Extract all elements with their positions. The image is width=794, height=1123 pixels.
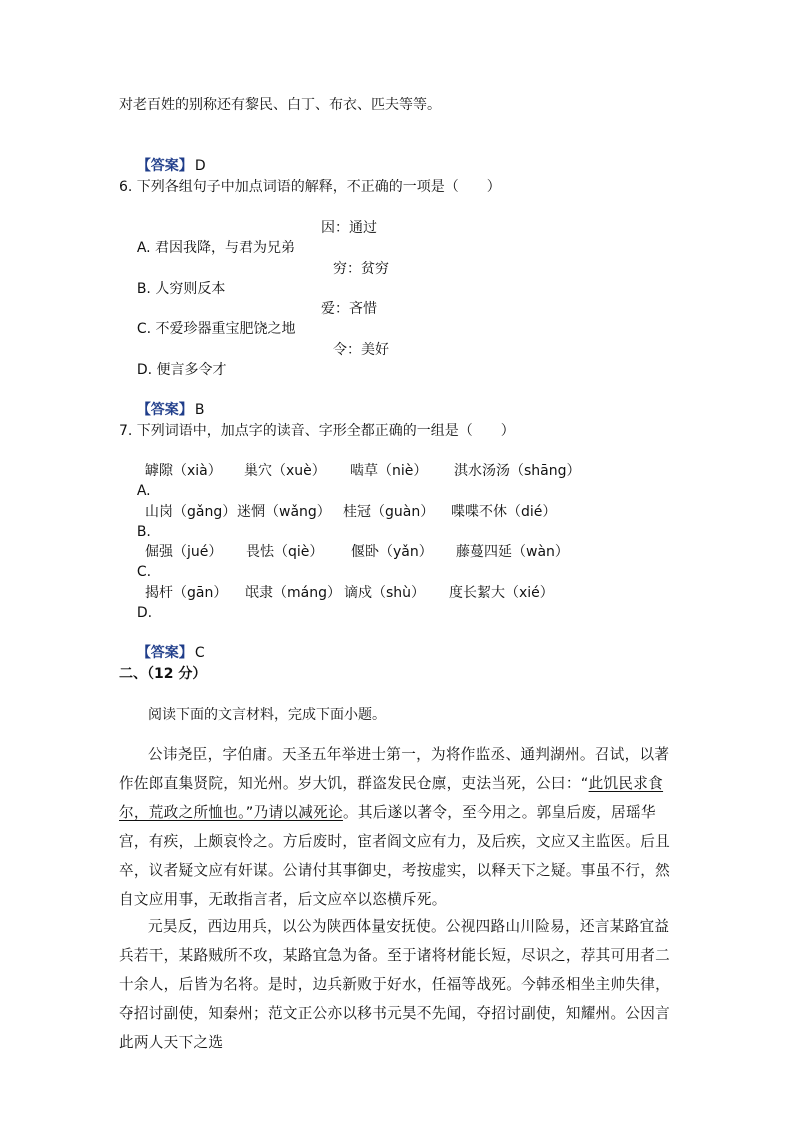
answer-label: 【答案】 — [136, 402, 193, 418]
option-explanation: 穷：贫穷 — [333, 261, 389, 277]
option-sentence: B. 人穷则反本 — [136, 281, 226, 297]
option-item: 巢穴（xuè） — [244, 463, 326, 479]
passage-paragraph: 元昊反，西边用兵，以公为陕西体量安抚使。公视四路山川险易，还言某路宜益兵若干，某路贼所不攻，某路宜急为备。至于诸将材能长短，尽识之，荐其可用者二十余人，后皆为名将。是时，边兵新败于好水，任福等战死。今韩丞相坐主帅失律，夺招讨副使，知秦州；范文正公亦以移书元昊不先闻，夺招讨副使，知耀州。公因言此两人天下之选 — [119, 918, 671, 1051]
option-label: A. — [136, 483, 151, 499]
option-item: 淇水汤汤（shāng） — [454, 463, 581, 479]
option-explanation: 令：美好 — [333, 342, 389, 358]
option-item: 揭杆（gān） — [145, 585, 228, 601]
answer-value: C — [194, 645, 205, 661]
option-label: B. — [136, 524, 151, 540]
option-item: 倔强（jué） — [145, 544, 223, 560]
section-instruction: 阅读下面的文言材料，完成下面小题。 — [148, 707, 386, 723]
underlined-sentence: 此饥民求食尔，荒政之所恤也。”乃请以减死论 — [119, 775, 664, 821]
option-explanation: 因：通过 — [321, 220, 377, 236]
option-item: 畏怯（qiè） — [246, 544, 324, 560]
passage-paragraph — [119, 740, 679, 914]
option-sentence: A. 君因我降，与君为兄弟 — [136, 240, 296, 256]
passage-text: 公讳尧臣，字伯庸。天圣五年举进士第一，为将作监丞、通判湖州。召试，以著作佐郎直集贤院，知光州。岁大饥，群盗发民仓廪，吏法当死，公曰：“ — [119, 746, 670, 792]
option-item: 桂冠（guàn） — [343, 504, 435, 520]
answer-value: B — [194, 402, 205, 418]
option-item: 度长絜大（xié） — [449, 585, 554, 601]
option-item: 啮草（niè） — [350, 463, 428, 479]
question-stem: 6. 下列各组句子中加点词语的解释，不正确的一项是（ ） — [119, 179, 501, 195]
answer-value: D — [194, 158, 206, 174]
option-label: C. — [136, 564, 152, 580]
passage-text: 。其后遂以著令，至今用之。郭皇后废，居瑶华宫，有疾，上颇哀怜之。方后废时，宦者阎文应有力，及后疾，文应又主监医。后且卒，议者疑文应有奸谋。公请付其事御史，考按虚实，以释天下之疑。事虽不行，然自文应用事，无敢指言者，后文应卒以恣横斥死。 — [119, 804, 671, 908]
question-stem: 7. 下列词语中，加点字的读音、字形全都正确的一组是（ ） — [119, 423, 515, 439]
answer-label: 【答案】 — [136, 158, 193, 174]
option-sentence: C. 不爱珍器重宝肥饶之地 — [136, 321, 296, 337]
option-item: 罅隙（xià） — [145, 463, 222, 479]
option-item: 氓隶（máng） — [245, 585, 341, 601]
option-explanation: 爱：吝惜 — [321, 301, 377, 317]
option-item: 藤蔓四延（wàn） — [456, 544, 569, 560]
option-item: 山岗（gǎng） — [145, 504, 237, 520]
option-label: D. — [136, 605, 153, 621]
answer-label: 【答案】 — [136, 645, 193, 661]
option-item: 谪戍（shù） — [344, 585, 426, 601]
option-item: 喋喋不休（dié） — [451, 504, 557, 520]
option-item: 迷惘（wǎng） — [237, 504, 331, 520]
text-line: 对老百姓的别称还有黎民、白丁、布衣、匹夫等等。 — [119, 97, 441, 113]
option-item: 偃卧（yǎn） — [351, 544, 433, 560]
section-title: 二、（12 分） — [119, 666, 207, 682]
option-sentence: D. 便言多令才 — [136, 362, 227, 378]
